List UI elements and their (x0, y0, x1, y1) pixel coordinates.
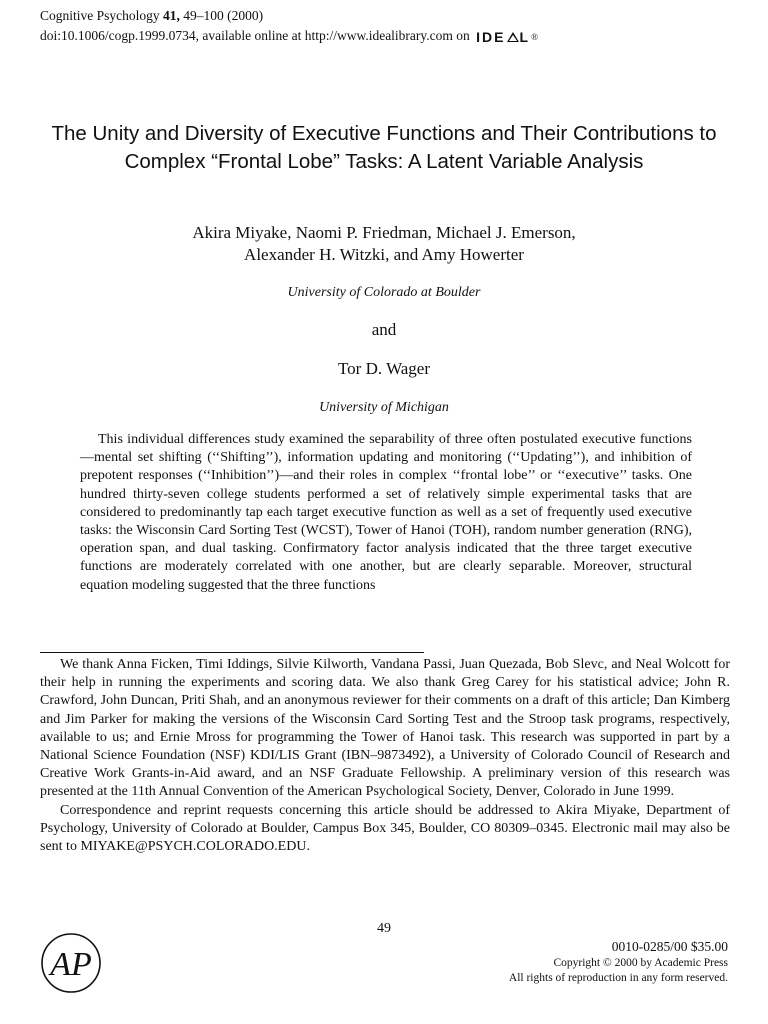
authors-line-1: Akira Miyake, Naomi P. Friedman, Michael J. Emerson, (192, 223, 576, 242)
journal-pages: 49–100 (2000) (183, 8, 264, 23)
copyright-block (509, 938, 728, 986)
doi-line (40, 26, 538, 47)
ideal-logo-icon (506, 30, 520, 44)
page-number: 49 (377, 921, 391, 936)
author-list (40, 222, 728, 266)
journal-volume: 41, (163, 8, 180, 23)
ideal-logo-l: L (519, 29, 531, 45)
academic-press-logo-icon (40, 932, 102, 994)
affiliation-michigan: University of Michigan (319, 400, 449, 415)
abstract: This individual differences study examined the separability of three often postulated executive functions—mental set shifting (‘‘Shifting’’), information updating and monitoring (‘‘Updating’’), and inhibition of prepotent responses (‘‘Inhibition’’)—and their roles in complex ‘‘frontal lobe’’ or ‘‘executive’’ tasks. One hundred thirty-seven college students performed a set of relatively simple experimental tasks that are considered to predominantly tap each target executive function as well as a set of frequently used executive tasks: the Wisconsin Card Sorting Test (WCST), Tower of Hanoi (TOH), random number generation (RNG), operation span, and dual tasking. Confirmatory factor analysis indicated that the three target executive functions are moderately correlated with one another, but are clearly separable. Moreover, structural equation modeling suggested that the three functions (80, 432, 692, 593)
issn-price: 0010-0285/00 $35.00 (611, 939, 728, 954)
correspondence-note: Correspondence and reprint requests concerning this article should be addressed to Akira Miyake, Department of Psychology, University of Colorado at Boulder, Campus Box 345, Boulder, CO 80309–0345. Electronic mail may also be sent to MIYAKE@PSYCH.COLORADO.EDU. (40, 802, 730, 855)
journal-name: Cognitive Psychology (40, 8, 160, 23)
ideal-logo (476, 27, 538, 47)
article-title: The Unity and Diversity of Executive Functions and Their Contributions to Complex “Frontal Lobe” Tasks: A Latent Variable Analysis (51, 122, 717, 173)
journal-header (40, 6, 538, 47)
copyright-line: Copyright © 2000 by Academic Press (553, 957, 728, 969)
ideal-logo-text: IDE (476, 29, 506, 45)
author-wager: Tor D. Wager (337, 359, 430, 378)
affiliation-colorado: University of Colorado at Boulder (287, 285, 481, 300)
academic-press-logo-text: AP (50, 946, 92, 983)
registered-mark: ® (531, 32, 538, 42)
acknowledgment-note: We thank Anna Ficken, Timi Iddings, Silvie Kilworth, Vandana Passi, Juan Quezada, Bob Slevc, and Neal Wolcott for their help in running the experiments and scoring data. We also thank Greg Carey for his statistical advice; John R. Crawford, John Duncan, Priti Shah, and an anonymous reviewer for their comments on a draft of this article; Dan Kimberg and Jim Parker for making the versions of the Wisconsin Card Sorting Test and the Stroop task programs, respectively, available to us; and Ernie Mross for programming the Tower of Hanoi task. This research was supported in part by a National Science Foundation (NSF) KDI/LIS Grant (IBN–9873492), a University of Colorado Council of Research and Creative Work Grants-in-Aid award, and an NSF Graduate Fellowship. A preliminary version of this research was presented at the 11th Annual Convention of the American Psychological Society, Denver, Colorado in June 1999. (40, 657, 730, 800)
journal-citation (40, 6, 538, 26)
author-conjunction: and (371, 320, 397, 339)
footnote-divider (40, 652, 424, 653)
authors-line-2: Alexander H. Witzki, and Amy Howerter (244, 245, 524, 264)
doi-text: doi:10.1006/cogp.1999.0734, available online at http://www.idealibrary.com on (40, 28, 470, 43)
rights-line: All rights of reproduction in any form reserved. (508, 972, 728, 984)
footnotes (40, 656, 730, 856)
